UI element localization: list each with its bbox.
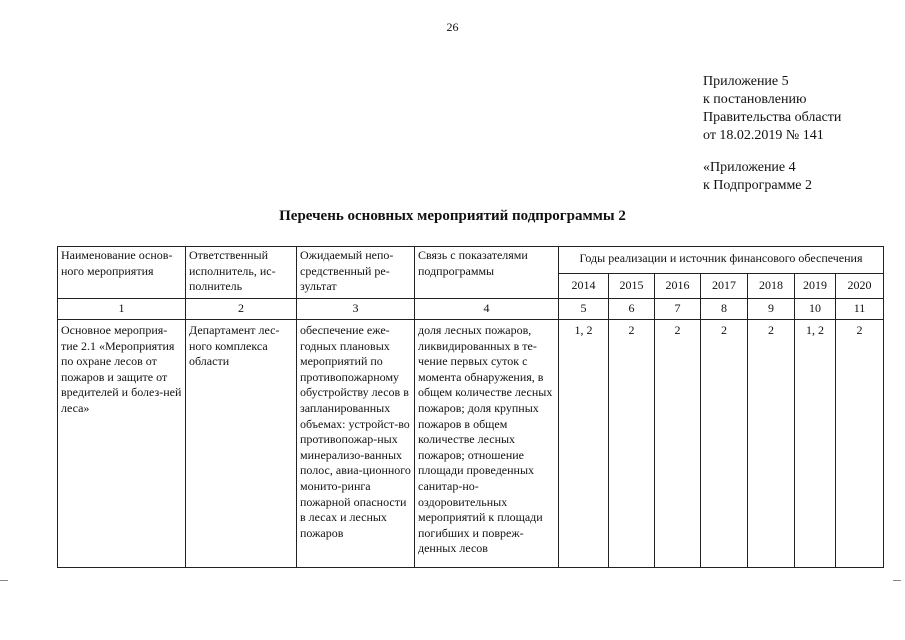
header-years-group: Годы реализации и источник финансового обеспечения	[559, 247, 884, 274]
cell-indicator-link: доля лесных пожаров, ликвидированных в те-чение первых суток с момента обнаружения, в общем количестве лесных пожаров; доля крупных пожаров в общем количестве лесных пожаров; отношение площади проведенных санитар-но-оздоровительных мероприятий к площади погибших и повреж-денных лесов	[415, 320, 559, 568]
appendix-line: от 18.02.2019 № 141	[703, 128, 824, 143]
cell-executor: Департамент лес-ного комплекса области	[186, 320, 297, 568]
header-year: 2019	[795, 274, 836, 299]
header-executor: Ответственный исполнитель, ис-полнитель	[186, 247, 297, 299]
header-name: Наименование основ-ного мероприятия	[58, 247, 186, 299]
column-number: 4	[415, 299, 559, 320]
measures-table	[57, 246, 884, 568]
page-number: 26	[446, 20, 459, 34]
column-number: 10	[795, 299, 836, 320]
header-year: 2015	[609, 274, 655, 299]
column-number: 1	[58, 299, 186, 320]
header-year: 2018	[748, 274, 795, 299]
table-row	[58, 320, 884, 568]
cell-year-value: 2	[701, 320, 748, 568]
column-number: 5	[559, 299, 609, 320]
column-number: 3	[297, 299, 415, 320]
appendix-line: Приложение 5	[703, 74, 789, 89]
column-number: 7	[655, 299, 701, 320]
cell-year-value: 2	[748, 320, 795, 568]
column-number: 6	[609, 299, 655, 320]
header-year: 2017	[701, 274, 748, 299]
header-link: Связь с показателями подпрограммы	[415, 247, 559, 299]
column-number-row	[58, 299, 884, 320]
scan-edge-mark	[893, 580, 901, 581]
appendix-line: Правительства области	[703, 110, 842, 125]
column-number: 2	[186, 299, 297, 320]
appendix-sub-line: к Подпрограмме 2	[703, 178, 813, 193]
cell-expected-result: обеспечение еже-годных плановых мероприятий по противопожарному обустройству лесов в запланированных объемах: устройст-во противопожар-ных минерализо-ванных полос, авиа-ционного монито-ринга пожарной опасности в лесах и лесных пожаров	[297, 320, 415, 568]
document-title: Перечень основных мероприятий подпрограммы 2	[279, 208, 626, 224]
header-year: 2016	[655, 274, 701, 299]
scan-edge-mark	[0, 580, 8, 581]
header-row	[58, 247, 884, 274]
column-number: 9	[748, 299, 795, 320]
appendix-line: к постановлению	[703, 92, 807, 107]
header-result: Ожидаемый непо-средственный ре-зультат	[297, 247, 415, 299]
cell-year-value: 2	[609, 320, 655, 568]
cell-year-value: 1, 2	[795, 320, 836, 568]
cell-year-value: 2	[836, 320, 884, 568]
appendix-sub-line: «Приложение 4	[703, 160, 796, 175]
appendix-block	[703, 73, 841, 195]
column-number: 11	[836, 299, 884, 320]
cell-year-value: 2	[655, 320, 701, 568]
cell-measure-name: Основное мероприя-тие 2.1 «Мероприятия по охране лесов от пожаров и защите от вредителей и болез-ней леса»	[58, 320, 186, 568]
header-year: 2014	[559, 274, 609, 299]
cell-year-value: 1, 2	[559, 320, 609, 568]
column-number: 8	[701, 299, 748, 320]
header-year: 2020	[836, 274, 884, 299]
